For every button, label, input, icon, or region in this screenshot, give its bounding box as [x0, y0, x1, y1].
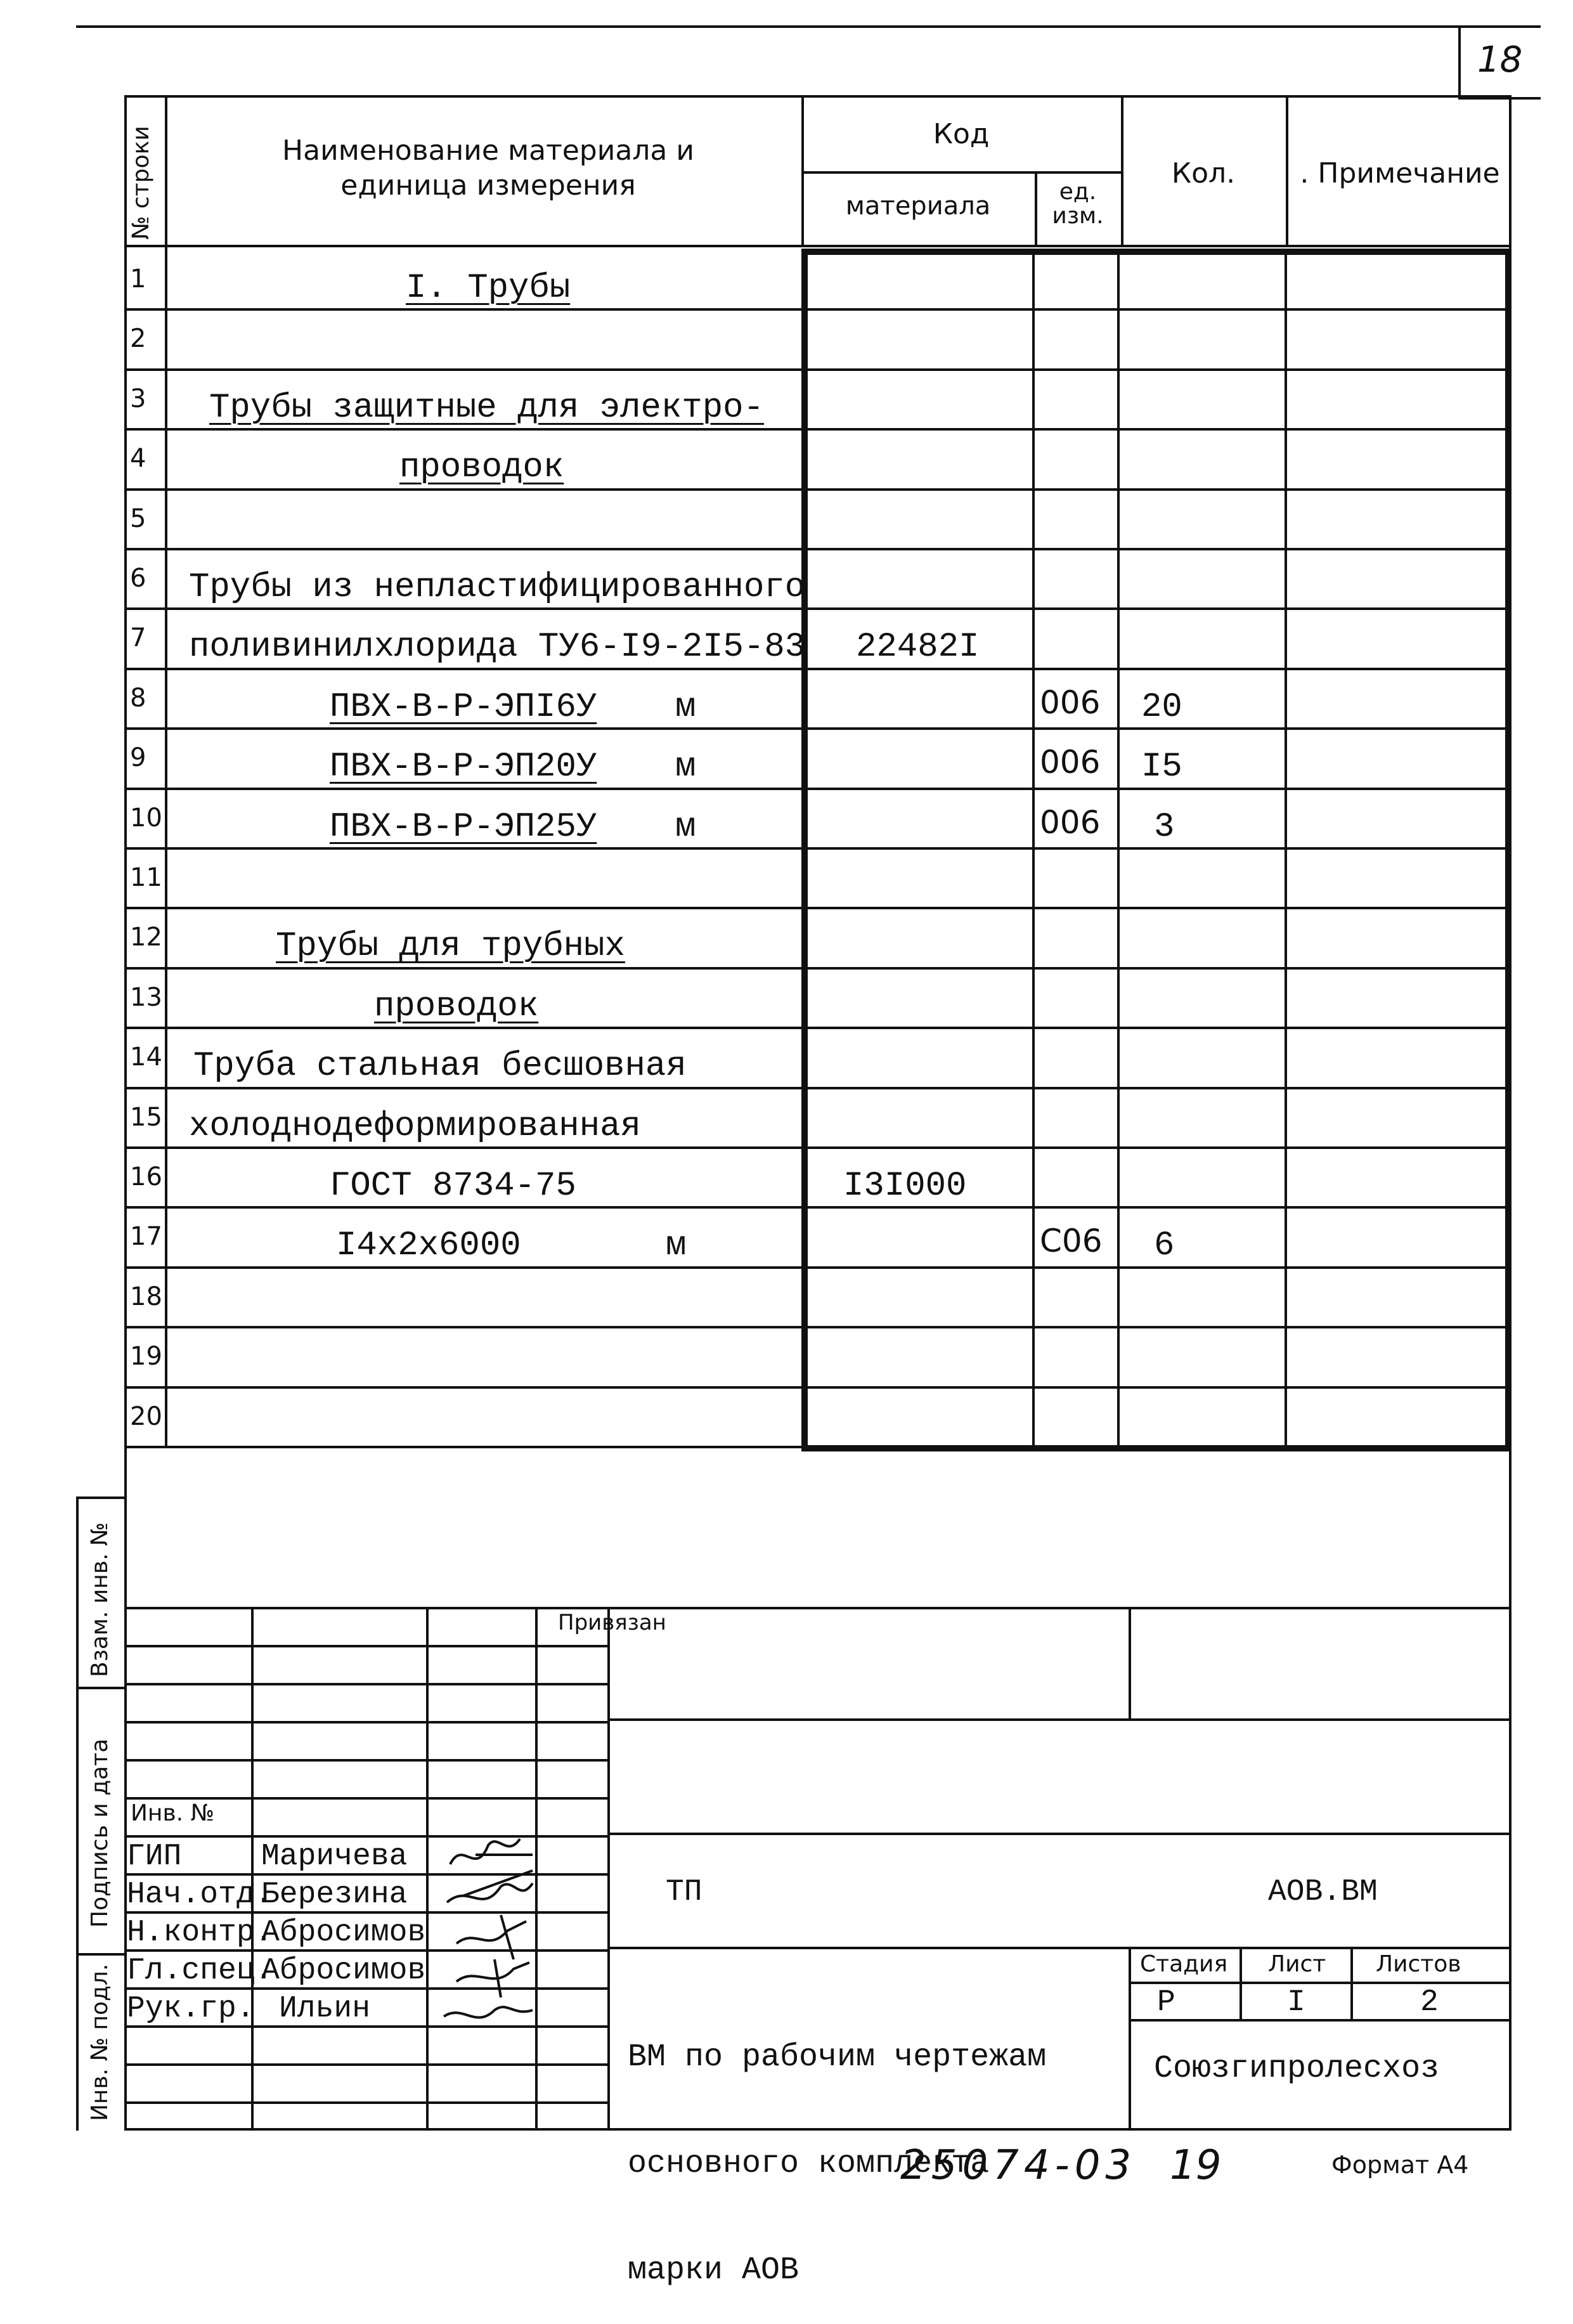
row-measure-unit: м	[666, 1226, 687, 1266]
row-measure-unit: м	[675, 807, 696, 847]
row-material-name: холоднодеформированная	[189, 1107, 641, 1146]
header-name	[190, 133, 786, 203]
row-number: 17	[130, 1222, 162, 1252]
tb-person-4: Ильин	[279, 1992, 371, 2026]
tb-role-3: Гл.спец.	[127, 1954, 273, 1988]
row-material-name: Трубы защитные для электро-	[209, 388, 764, 427]
tb-privyazan-bottom-line	[607, 1718, 1512, 1721]
row-material-name: проводок	[399, 448, 564, 488]
tb-grid-row2	[124, 1683, 609, 1685]
header-bottom-line	[124, 245, 1512, 247]
row-divider	[124, 548, 806, 550]
row-divider	[124, 1266, 806, 1269]
row-material-name: Труба стальная бесшовная	[193, 1047, 687, 1086]
row-number: 16	[130, 1162, 162, 1191]
row-measure-unit: м	[675, 748, 696, 787]
tb-grid-row1	[124, 1645, 609, 1647]
tb-grid-row3	[124, 1721, 609, 1724]
row-number: 11	[130, 863, 162, 892]
row-divider	[124, 428, 806, 431]
row-quantity: 3	[1154, 807, 1175, 847]
col-unit-line	[1032, 249, 1035, 1446]
tb-desc-right-line	[1129, 1947, 1131, 2131]
header-note-left-line	[1286, 95, 1288, 247]
row-divider	[124, 907, 806, 909]
row-material-name: поливинилхлорида ТУ6-I9-2I5-83	[189, 628, 806, 667]
side-strip-top	[76, 1496, 126, 1499]
footer-doc-number: 25074-03	[900, 2142, 1137, 2189]
header-qty: Кол.	[1171, 157, 1236, 190]
row-number: 20	[130, 1401, 162, 1431]
side-strip-sep2	[76, 1953, 126, 1956]
col-qty-line	[1117, 249, 1120, 1446]
tb-stage-header-line	[1129, 1982, 1512, 1984]
tb-person-3: Абросимов	[261, 1954, 426, 1988]
row-quantity: 6	[1154, 1226, 1175, 1266]
tb-grid-row13	[124, 2101, 609, 2104]
top-edge-line	[76, 25, 1541, 28]
row-number: 18	[130, 1282, 162, 1311]
row-number: 1	[130, 264, 146, 294]
row-divider	[124, 1146, 806, 1149]
header-unit-line1: ед.	[1059, 179, 1097, 205]
row-number: 14	[130, 1042, 162, 1072]
tb-person-2: Абросимов	[261, 1916, 426, 1950]
header-line-number: № строки	[128, 126, 154, 240]
row-number-column-line	[165, 95, 167, 1446]
tb-sheets-label: Листов	[1376, 1951, 1461, 1977]
row-divider	[124, 1087, 806, 1089]
row-number: 6	[130, 564, 146, 593]
tb-grid-row4	[124, 1759, 609, 1762]
row-number: 4	[130, 444, 146, 474]
tb-privyazan-label: Привязан	[558, 1610, 666, 1635]
row-unit-code: 006	[1040, 803, 1101, 841]
tb-privyazan-right-line	[1129, 1607, 1131, 1721]
row-divider	[124, 368, 806, 371]
row-material-name: ПВХ-В-Р-ЭП20У	[330, 748, 597, 787]
header-name-line2: единица измерения	[340, 169, 636, 202]
row-quantity: I5	[1141, 748, 1182, 787]
tb-desc-line3: марки АОВ	[628, 2252, 799, 2288]
header-code-material: материала	[845, 192, 991, 221]
signature-5	[444, 2007, 533, 2018]
tb-desc-line1: ВМ по рабочим чертежам	[628, 2039, 1047, 2075]
tb-tp-top-line	[607, 1833, 1512, 1835]
tb-sheets-value: 2	[1420, 1985, 1439, 2020]
signature-3	[456, 1915, 526, 1959]
row-unit-code: С06	[1040, 1223, 1103, 1260]
header-note	[1291, 156, 1509, 191]
header-code-unit	[1035, 180, 1121, 228]
row-divider	[124, 847, 806, 850]
row-material-name: ПВХ-В-Р-ЭП25У	[330, 807, 597, 847]
header-code-split-line	[801, 171, 1121, 174]
side-strip-sep1	[76, 1687, 126, 1689]
row-divider	[124, 668, 806, 670]
row-quantity: 20	[1141, 687, 1182, 727]
tb-stage-sep2	[1350, 1947, 1353, 2019]
tb-document-code: АОВ.ВМ	[1268, 1875, 1378, 1909]
side-label-podpis: Подпись и дата	[87, 1738, 113, 1928]
row-unit-code: 006	[1040, 744, 1101, 781]
row-material-code: I3I000	[843, 1167, 967, 1205]
tb-sheet-value: I	[1287, 1985, 1305, 2020]
header-unit-line2: изм.	[1052, 202, 1104, 229]
row-material-name: Трубы для трубных	[276, 927, 625, 966]
tb-organization: Союзгипролесхоз	[1154, 2051, 1440, 2087]
side-label-inv: Инв. № подл.	[87, 1963, 113, 2121]
tb-stage-value-line	[1129, 2019, 1512, 2022]
row-divider	[124, 788, 806, 790]
row-material-name: Трубы из непластифицированного	[189, 568, 806, 607]
header-note-text: Примечание	[1317, 157, 1500, 190]
sheet-number: 18	[1477, 39, 1523, 81]
col-note-line	[1285, 249, 1287, 1446]
row-material-name: I. Трубы	[406, 269, 571, 308]
row-divider	[124, 1386, 806, 1389]
tb-tp: ТП	[666, 1875, 702, 1909]
row-number: 2	[130, 324, 146, 354]
tb-grid-row12	[124, 2063, 609, 2066]
row-number: 9	[130, 743, 146, 773]
row-material-name: ПВХ-В-Р-ЭПI6У	[330, 687, 597, 727]
tb-person-1: Березина	[261, 1878, 408, 1912]
tb-stage-value: Р	[1157, 1985, 1175, 2020]
row-divider	[124, 967, 806, 970]
row-material-name: проводок	[374, 987, 539, 1026]
tb-desc-line2: основного комплекта	[628, 2146, 990, 2182]
row-number: 5	[130, 503, 146, 533]
tb-sheet-label: Лист	[1268, 1951, 1326, 1977]
signature-2	[447, 1871, 533, 1902]
header-name-line1: Наименование материала и	[282, 134, 694, 167]
row-number: 13	[130, 982, 162, 1012]
tb-role-1: Нач.отд.	[127, 1878, 273, 1912]
side-label-vzam: Взам. инв. №	[87, 1522, 113, 1677]
thick-bordered-block	[801, 249, 1512, 1451]
signature-scribbles	[437, 1826, 539, 2035]
row-divider	[124, 488, 806, 491]
tb-person-0: Маричева	[261, 1840, 408, 1874]
tb-role-0: ГИП	[127, 1840, 182, 1874]
row-divider	[124, 727, 806, 730]
row-divider	[124, 308, 806, 311]
frame-left	[124, 95, 127, 2131]
row-measure-unit: м	[675, 687, 696, 727]
row-divider	[124, 1326, 806, 1328]
row-unit-code: 006	[1040, 684, 1101, 721]
row-divider	[124, 1206, 806, 1209]
tb-grid-row5	[124, 1797, 609, 1800]
header-note-mark: .	[1300, 157, 1309, 190]
row-number: 3	[130, 384, 146, 413]
row-number: 10	[130, 803, 162, 833]
footer-format: Формат А4	[1331, 2151, 1469, 2179]
row-number: 8	[130, 683, 146, 713]
tb-role-2: Н.контр.	[127, 1916, 273, 1950]
signature-4	[456, 1959, 529, 1997]
frame-top	[124, 95, 1512, 98]
tb-role-4: Рук.гр.	[127, 1992, 255, 2026]
row-number: 7	[130, 623, 146, 653]
row-number: 19	[130, 1342, 162, 1372]
row-divider	[124, 1027, 806, 1029]
side-strip-outer	[76, 1496, 79, 2131]
tb-stage-sep1	[1240, 1947, 1242, 2019]
row-material-name: I4x2x6000	[336, 1226, 521, 1266]
row-material-code: 22482I	[856, 628, 980, 667]
signature-1	[450, 1839, 533, 1864]
row-material-name: ГОСТ 8734-75	[330, 1167, 576, 1205]
sheet-number-box-left	[1458, 25, 1461, 98]
footer-page-number: 19	[1170, 2142, 1222, 2189]
tb-stage-label: Стадия	[1140, 1951, 1228, 1977]
row-number: 12	[130, 923, 162, 952]
tb-inv-no-label: Инв. №	[131, 1800, 215, 1826]
row-divider	[124, 1446, 806, 1448]
row-divider	[124, 607, 806, 610]
row-number: 15	[130, 1102, 162, 1132]
tb-desc-top-line	[607, 1947, 1512, 1949]
title-block-top-line	[124, 1607, 1512, 1609]
header-code: Код	[933, 118, 990, 150]
